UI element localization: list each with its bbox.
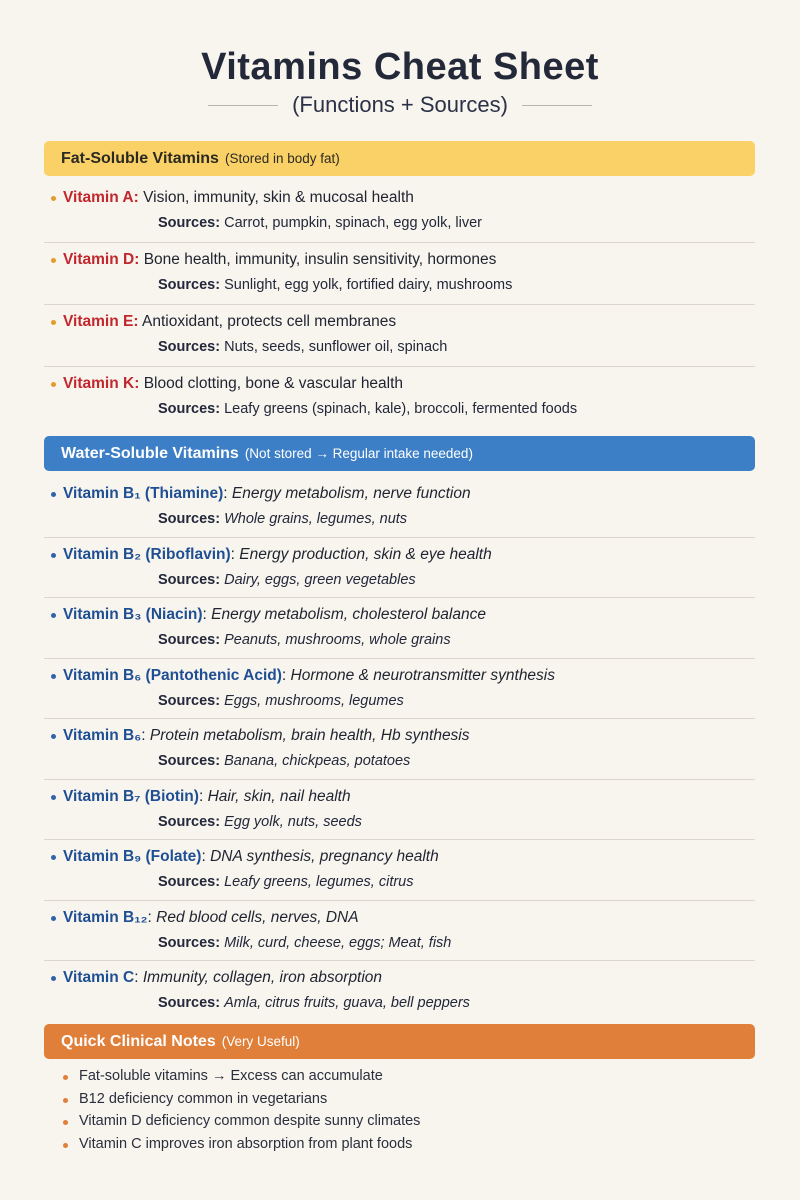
vitamin-item: Vitamin D: Bone health, immunity, insulin sensitivity, hormones Sources: Sunlight, egg yolk, fortified dairy, mushrooms xyxy=(44,243,755,305)
bullet-icon xyxy=(51,196,56,201)
vitamin-function: Energy metabolism, nerve function xyxy=(231,485,471,502)
vitamin-sources: Banana, chickpeas, potatoes xyxy=(224,753,411,769)
sources-label: Sources: xyxy=(158,277,221,293)
sources-label: Sources: xyxy=(158,813,221,830)
vitamin-name: Vitamin B₆ xyxy=(63,727,142,744)
sources-label: Sources: xyxy=(158,511,221,527)
vitamin-sources: Carrot, pumpkin, spinach, egg yolk, liver xyxy=(224,215,482,231)
vitamin-function: Vision, immunity, skin & mucosal health xyxy=(143,189,414,206)
vitamin-function: Protein metabolism, brain health, Hb synthesis xyxy=(149,727,470,744)
water-soluble-heading: Water-Soluble Vitamins xyxy=(61,444,239,462)
vitamin-sources: Nuts, seeds, sunflower oil, spinach xyxy=(224,339,448,355)
sources-label: Sources: xyxy=(158,632,221,648)
clinical-notes-header xyxy=(44,1024,755,1059)
sources-label: Sources: xyxy=(158,571,221,588)
vitamin-item: Vitamin B₇ (Biotin): Hair, skin, nail health Sources: Egg yolk, nuts, seeds xyxy=(44,780,755,841)
vitamin-name: Vitamin A xyxy=(63,189,134,206)
vitamin-name: Vitamin E xyxy=(63,313,134,330)
bullet-icon xyxy=(51,855,56,860)
sources-label: Sources: xyxy=(158,215,221,231)
note-text: Fat-soluble vitamins → Excess can accumulate xyxy=(79,1068,383,1084)
vitamin-sources: Milk, curd, cheese, eggs; Meat, fish xyxy=(224,934,452,951)
note-text: Vitamin C improves iron absorption from plant foods xyxy=(79,1135,413,1152)
bullet-icon xyxy=(63,1120,68,1125)
bullet-icon xyxy=(51,674,56,679)
vitamin-name: Vitamin B₉ (Folate) xyxy=(63,848,202,865)
vitamin-sources: Dairy, eggs, green vegetables xyxy=(224,571,416,588)
vitamin-name: Vitamin B₇ (Biotin) xyxy=(63,787,199,805)
sources-label: Sources: xyxy=(158,692,221,709)
vitamin-item: Vitamin E: Antioxidant, protects cell membranes Sources: Nuts, seeds, sunflower oil, spinach xyxy=(44,305,755,367)
vitamin-name: Vitamin D xyxy=(63,251,135,268)
vitamin-name: Vitamin B₁₂ xyxy=(63,908,148,926)
vitamin-name: Vitamin K xyxy=(63,375,135,392)
vitamin-sources: Sunlight, egg yolk, fortified dairy, mushrooms xyxy=(224,277,513,293)
water-soluble-header xyxy=(44,436,755,471)
bullet-icon xyxy=(51,916,56,921)
vitamin-sources: Eggs, mushrooms, legumes xyxy=(224,692,404,709)
sources-label: Sources: xyxy=(158,934,221,951)
list-item xyxy=(62,1136,752,1159)
clinical-notes-list xyxy=(62,1068,752,1158)
note-text: B12 deficiency common in vegetarians xyxy=(79,1090,328,1107)
bullet-icon xyxy=(51,320,56,325)
vitamin-function: Energy production, skin & eye health xyxy=(239,545,492,563)
bullet-icon xyxy=(51,976,56,981)
vitamin-sources: Egg yolk, nuts, seeds xyxy=(224,813,362,830)
bullet-icon xyxy=(63,1143,68,1148)
bullet-icon xyxy=(51,795,56,800)
vitamin-item: Vitamin A: Vision, immunity, skin & mucosal health Sources: Carrot, pumpkin, spinach, egg yolk, liver xyxy=(44,181,755,243)
vitamin-item: Vitamin B₂ (Riboflavin): Energy production, skin & eye health Sources: Dairy, eggs, green vegetables xyxy=(44,538,755,599)
vitamin-function: Hormone & neurotransmitter synthesis xyxy=(290,666,555,684)
vitamin-function: Energy metabolism, cholesterol balance xyxy=(211,606,486,623)
vitamin-function: Antioxidant, protects cell membranes xyxy=(141,313,397,330)
vitamin-item: Vitamin B₁₂: Red blood cells, nerves, DNA Sources: Milk, curd, cheese, eggs; Meat, fish xyxy=(44,901,755,962)
bullet-icon xyxy=(51,492,56,497)
bullet-icon xyxy=(51,382,56,387)
sources-label: Sources: xyxy=(158,995,221,1011)
vitamin-function: DNA synthesis, pregnancy health xyxy=(210,848,439,865)
vitamin-function: Bone health, immunity, insulin sensitivity, hormones xyxy=(143,251,497,268)
vitamin-sources: Whole grains, legumes, nuts xyxy=(224,511,408,527)
vitamin-name: Vitamin B₃ (Niacin) xyxy=(63,606,203,623)
note-text: Vitamin D deficiency common despite sunny climates xyxy=(79,1113,421,1129)
vitamin-item: Vitamin B₆: Protein metabolism, brain health, Hb synthesis Sources: Banana, chickpeas, potatoes xyxy=(44,719,755,780)
fat-soluble-header xyxy=(44,141,755,176)
vitamin-item: Vitamin B₃ (Niacin): Energy metabolism, cholesterol balance Sources: Peanuts, mushrooms, whole grains xyxy=(44,598,755,659)
vitamin-function: Hair, skin, nail health xyxy=(207,787,351,805)
vitamin-function: Blood clotting, bone & vascular health xyxy=(143,375,404,392)
bullet-icon xyxy=(51,258,56,263)
list-item xyxy=(62,1091,752,1114)
vitamin-item: Vitamin B₉ (Folate): DNA synthesis, pregnancy health Sources: Leafy greens, legumes, citrus xyxy=(44,840,755,901)
vitamin-item: Vitamin B₆ (Pantothenic Acid): Hormone & neurotransmitter synthesis Sources: Eggs, mushrooms, legumes xyxy=(44,659,755,720)
fat-soluble-heading: Fat-Soluble Vitamins xyxy=(61,149,219,167)
bullet-icon xyxy=(51,613,56,618)
sources-label: Sources: xyxy=(158,339,221,355)
bullet-icon xyxy=(51,734,56,739)
vitamin-function: Red blood cells, nerves, DNA xyxy=(156,908,359,926)
list-item xyxy=(62,1113,752,1136)
sources-label: Sources: xyxy=(158,753,221,769)
vitamin-name: Vitamin C xyxy=(63,969,135,986)
sources-label: Sources: xyxy=(158,874,221,890)
subtitle-rule-right xyxy=(522,105,592,106)
vitamin-name: Vitamin B₆ (Pantothenic Acid) xyxy=(63,666,282,684)
bullet-icon xyxy=(63,1098,68,1103)
fat-soluble-note: (Stored in body fat) xyxy=(224,151,340,166)
clinical-notes-note: (Very Useful) xyxy=(221,1034,300,1049)
vitamin-item: Vitamin K: Blood clotting, bone & vascular health Sources: Leafy greens (spinach, kale), broccoli, fermented foods xyxy=(44,367,755,429)
vitamin-item: Vitamin C: Immunity, collagen, iron absorption Sources: Amla, citrus fruits, guava, bell peppers xyxy=(44,961,755,1022)
subtitle-rule-left xyxy=(208,105,278,106)
page-title: Vitamins Cheat Sheet xyxy=(201,46,599,88)
fat-soluble-list xyxy=(44,181,755,429)
sources-label: Sources: xyxy=(158,401,221,417)
vitamin-name: Vitamin B₂ (Riboflavin) xyxy=(63,545,231,563)
vitamin-item: Vitamin B₁ (Thiamine): Energy metabolism, nerve function Sources: Whole grains, legumes, nuts xyxy=(44,477,755,538)
vitamin-function: Immunity, collagen, iron absorption xyxy=(142,969,383,986)
vitamin-sources: Peanuts, mushrooms, whole grains xyxy=(224,632,451,648)
vitamin-sources: Leafy greens, legumes, citrus xyxy=(224,874,414,890)
page-subtitle: (Functions + Sources) xyxy=(292,92,508,117)
vitamin-sources: Leafy greens (spinach, kale), broccoli, fermented foods xyxy=(224,401,578,417)
water-soluble-list xyxy=(44,477,755,1022)
bullet-icon xyxy=(63,1075,68,1080)
list-item xyxy=(62,1068,752,1091)
vitamin-name: Vitamin B₁ (Thiamine) xyxy=(63,485,224,502)
bullet-icon xyxy=(51,553,56,558)
water-soluble-note: (Not stored → Regular intake needed) xyxy=(244,446,473,461)
clinical-notes-heading: Quick Clinical Notes xyxy=(61,1032,216,1050)
subtitle-row xyxy=(0,92,800,118)
vitamin-sources: Amla, citrus fruits, guava, bell peppers xyxy=(224,995,470,1011)
